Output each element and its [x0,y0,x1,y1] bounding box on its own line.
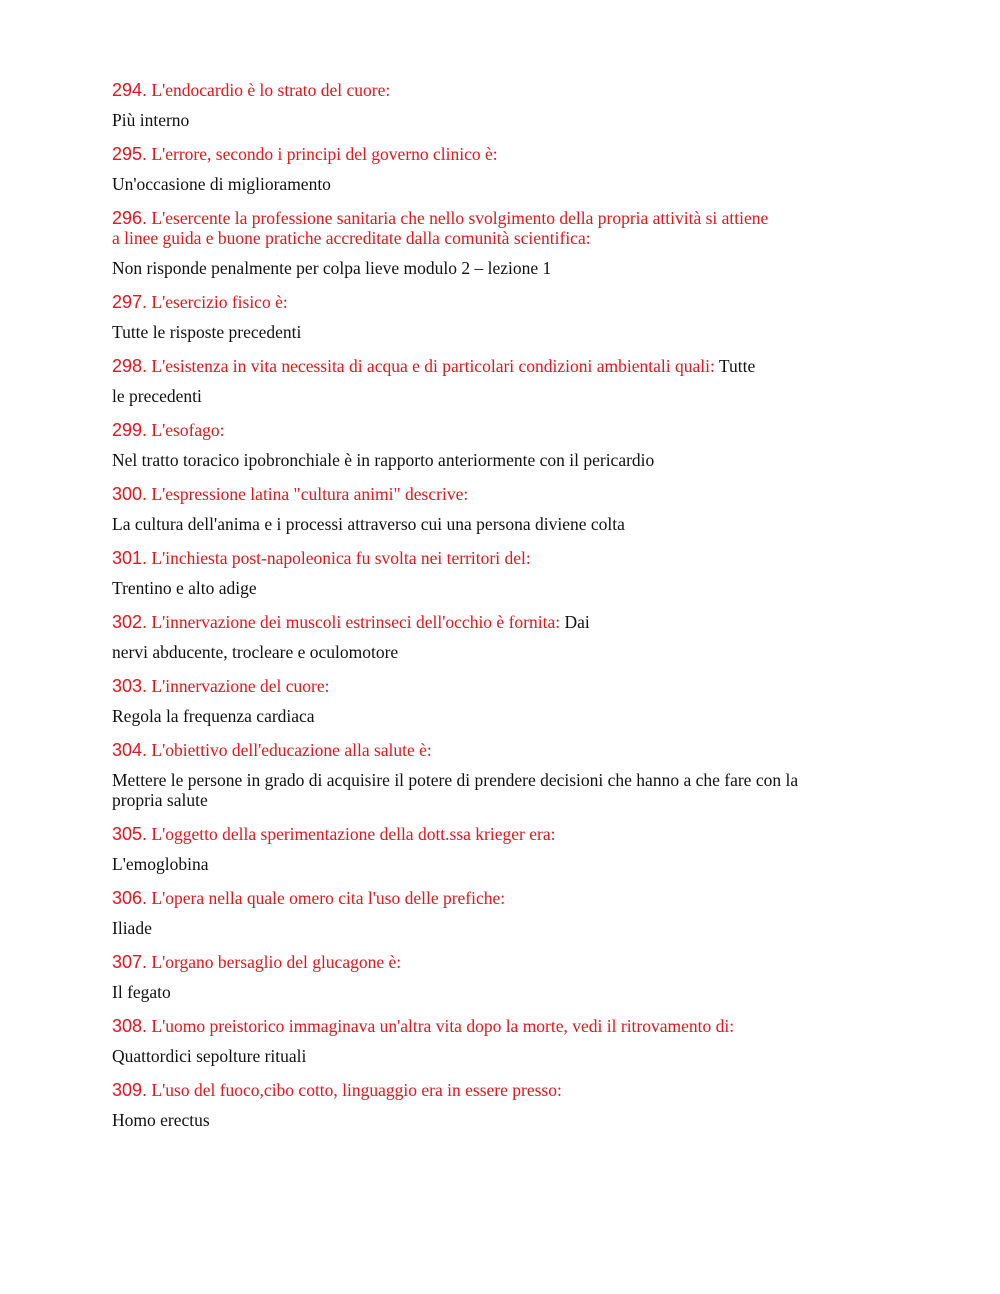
question-text: L'esistenza in vita necessita di acqua e di particolari condizioni ambientali quali: [151,356,715,376]
answer-inline: Dai [564,612,590,632]
question-number: 299. [112,420,148,440]
question-text: L'uso del fuoco,cibo cotto, linguaggio era in essere presso: [151,1080,562,1100]
question [112,740,902,760]
answer: La cultura dell'anima e i processi attraverso cui una persona diviene colta [112,514,625,534]
question [112,292,902,312]
question-number: 303. [112,676,148,696]
answer: Quattordici sepolture rituali [112,1046,307,1066]
qa-item-294 [112,80,902,130]
question-number: 300. [112,484,148,504]
qa-item-301 [112,548,902,598]
qa-item-303 [112,676,902,726]
question [112,420,902,440]
question [112,1080,902,1100]
question [112,356,902,376]
question-number: 304. [112,740,148,760]
question-number: 295. [112,144,148,164]
question-number: 302. [112,612,148,632]
question [112,612,902,632]
question-text-line-1: L'esercente la professione sanitaria che nello svolgimento della propria attività si attiene [151,208,769,228]
qa-item-305 [112,824,902,874]
question-number: 296. [112,208,148,228]
answer: nervi abducente, trocleare e oculomotore [112,642,399,662]
question [112,888,902,908]
qa-item-298 [112,356,902,406]
answer: Più interno [112,110,190,130]
question [112,484,902,504]
answer: Un'occasione di miglioramento [112,174,331,194]
qa-list [112,80,902,1144]
qa-item-296 [112,208,902,278]
question-number: 309. [112,1080,148,1100]
answer: le precedenti [112,386,202,406]
question-number: 305. [112,824,148,844]
answer-inline: Tutte [718,356,756,376]
question-text: L'endocardio è lo strato del cuore: [151,80,391,100]
answer: Iliade [112,918,152,938]
answer: Homo erectus [112,1110,210,1130]
question-text: L'oggetto della sperimentazione della dott.ssa krieger era: [151,824,556,844]
question-number: 297. [112,292,148,312]
question-text: L'esofago: [151,420,225,440]
qa-item-308 [112,1016,902,1066]
answer: Regola la frequenza cardiaca [112,706,315,726]
question-number: 298. [112,356,148,376]
qa-item-297 [112,292,902,342]
qa-item-295 [112,144,902,194]
answer [112,770,902,810]
qa-item-306 [112,888,902,938]
question-number: 306. [112,888,148,908]
question-text: L'opera nella quale omero cita l'uso delle prefiche: [151,888,506,908]
question-text: L'innervazione del cuore: [151,676,330,696]
question [112,548,902,568]
question-text: L'obiettivo dell'educazione alla salute è: [151,740,432,760]
answer: Nel tratto toracico ipobronchiale è in rapporto anteriormente con il pericardio [112,450,655,470]
answer: L'emoglobina [112,854,209,874]
question [112,144,902,164]
answer: Trentino e alto adige [112,578,257,598]
question-text: L'innervazione dei muscoli estrinseci dell'occhio è fornita: [151,612,561,632]
question-text: L'errore, secondo i principi del governo clinico è: [151,144,498,164]
question-text: L'uomo preistorico immaginava un'altra vita dopo la morte, vedi il ritrovamento di: [151,1016,735,1036]
answer-line-2: propria salute [112,790,208,810]
question-text: L'inchiesta post-napoleonica fu svolta nei territori del: [151,548,531,568]
question-number: 307. [112,952,148,972]
answer: Non risponde penalmente per colpa lieve modulo 2 – lezione 1 [112,258,552,278]
question [112,824,902,844]
qa-item-299 [112,420,902,470]
answer-line-1: Mettere le persone in grado di acquisire il potere di prendere decisioni che hanno a che fare con la [112,770,799,790]
question-text: L'esercizio fisico è: [151,292,288,312]
question [112,208,902,248]
question-number: 301. [112,548,148,568]
question [112,676,902,696]
qa-item-307 [112,952,902,1002]
qa-item-309 [112,1080,902,1130]
question [112,1016,902,1036]
question-text: L'organo bersaglio del glucagone è: [151,952,402,972]
question-number: 294. [112,80,148,100]
question [112,952,902,972]
question-text-line-2: a linee guida e buone pratiche accreditate dalla comunità scientifica: [112,228,591,248]
qa-item-302 [112,612,902,662]
qa-item-304 [112,740,902,810]
question-text: L'espressione latina "cultura animi" descrive: [151,484,469,504]
question [112,80,902,100]
answer: Il fegato [112,982,171,1002]
question-number: 308. [112,1016,148,1036]
answer: Tutte le risposte precedenti [112,322,302,342]
qa-item-300 [112,484,902,534]
